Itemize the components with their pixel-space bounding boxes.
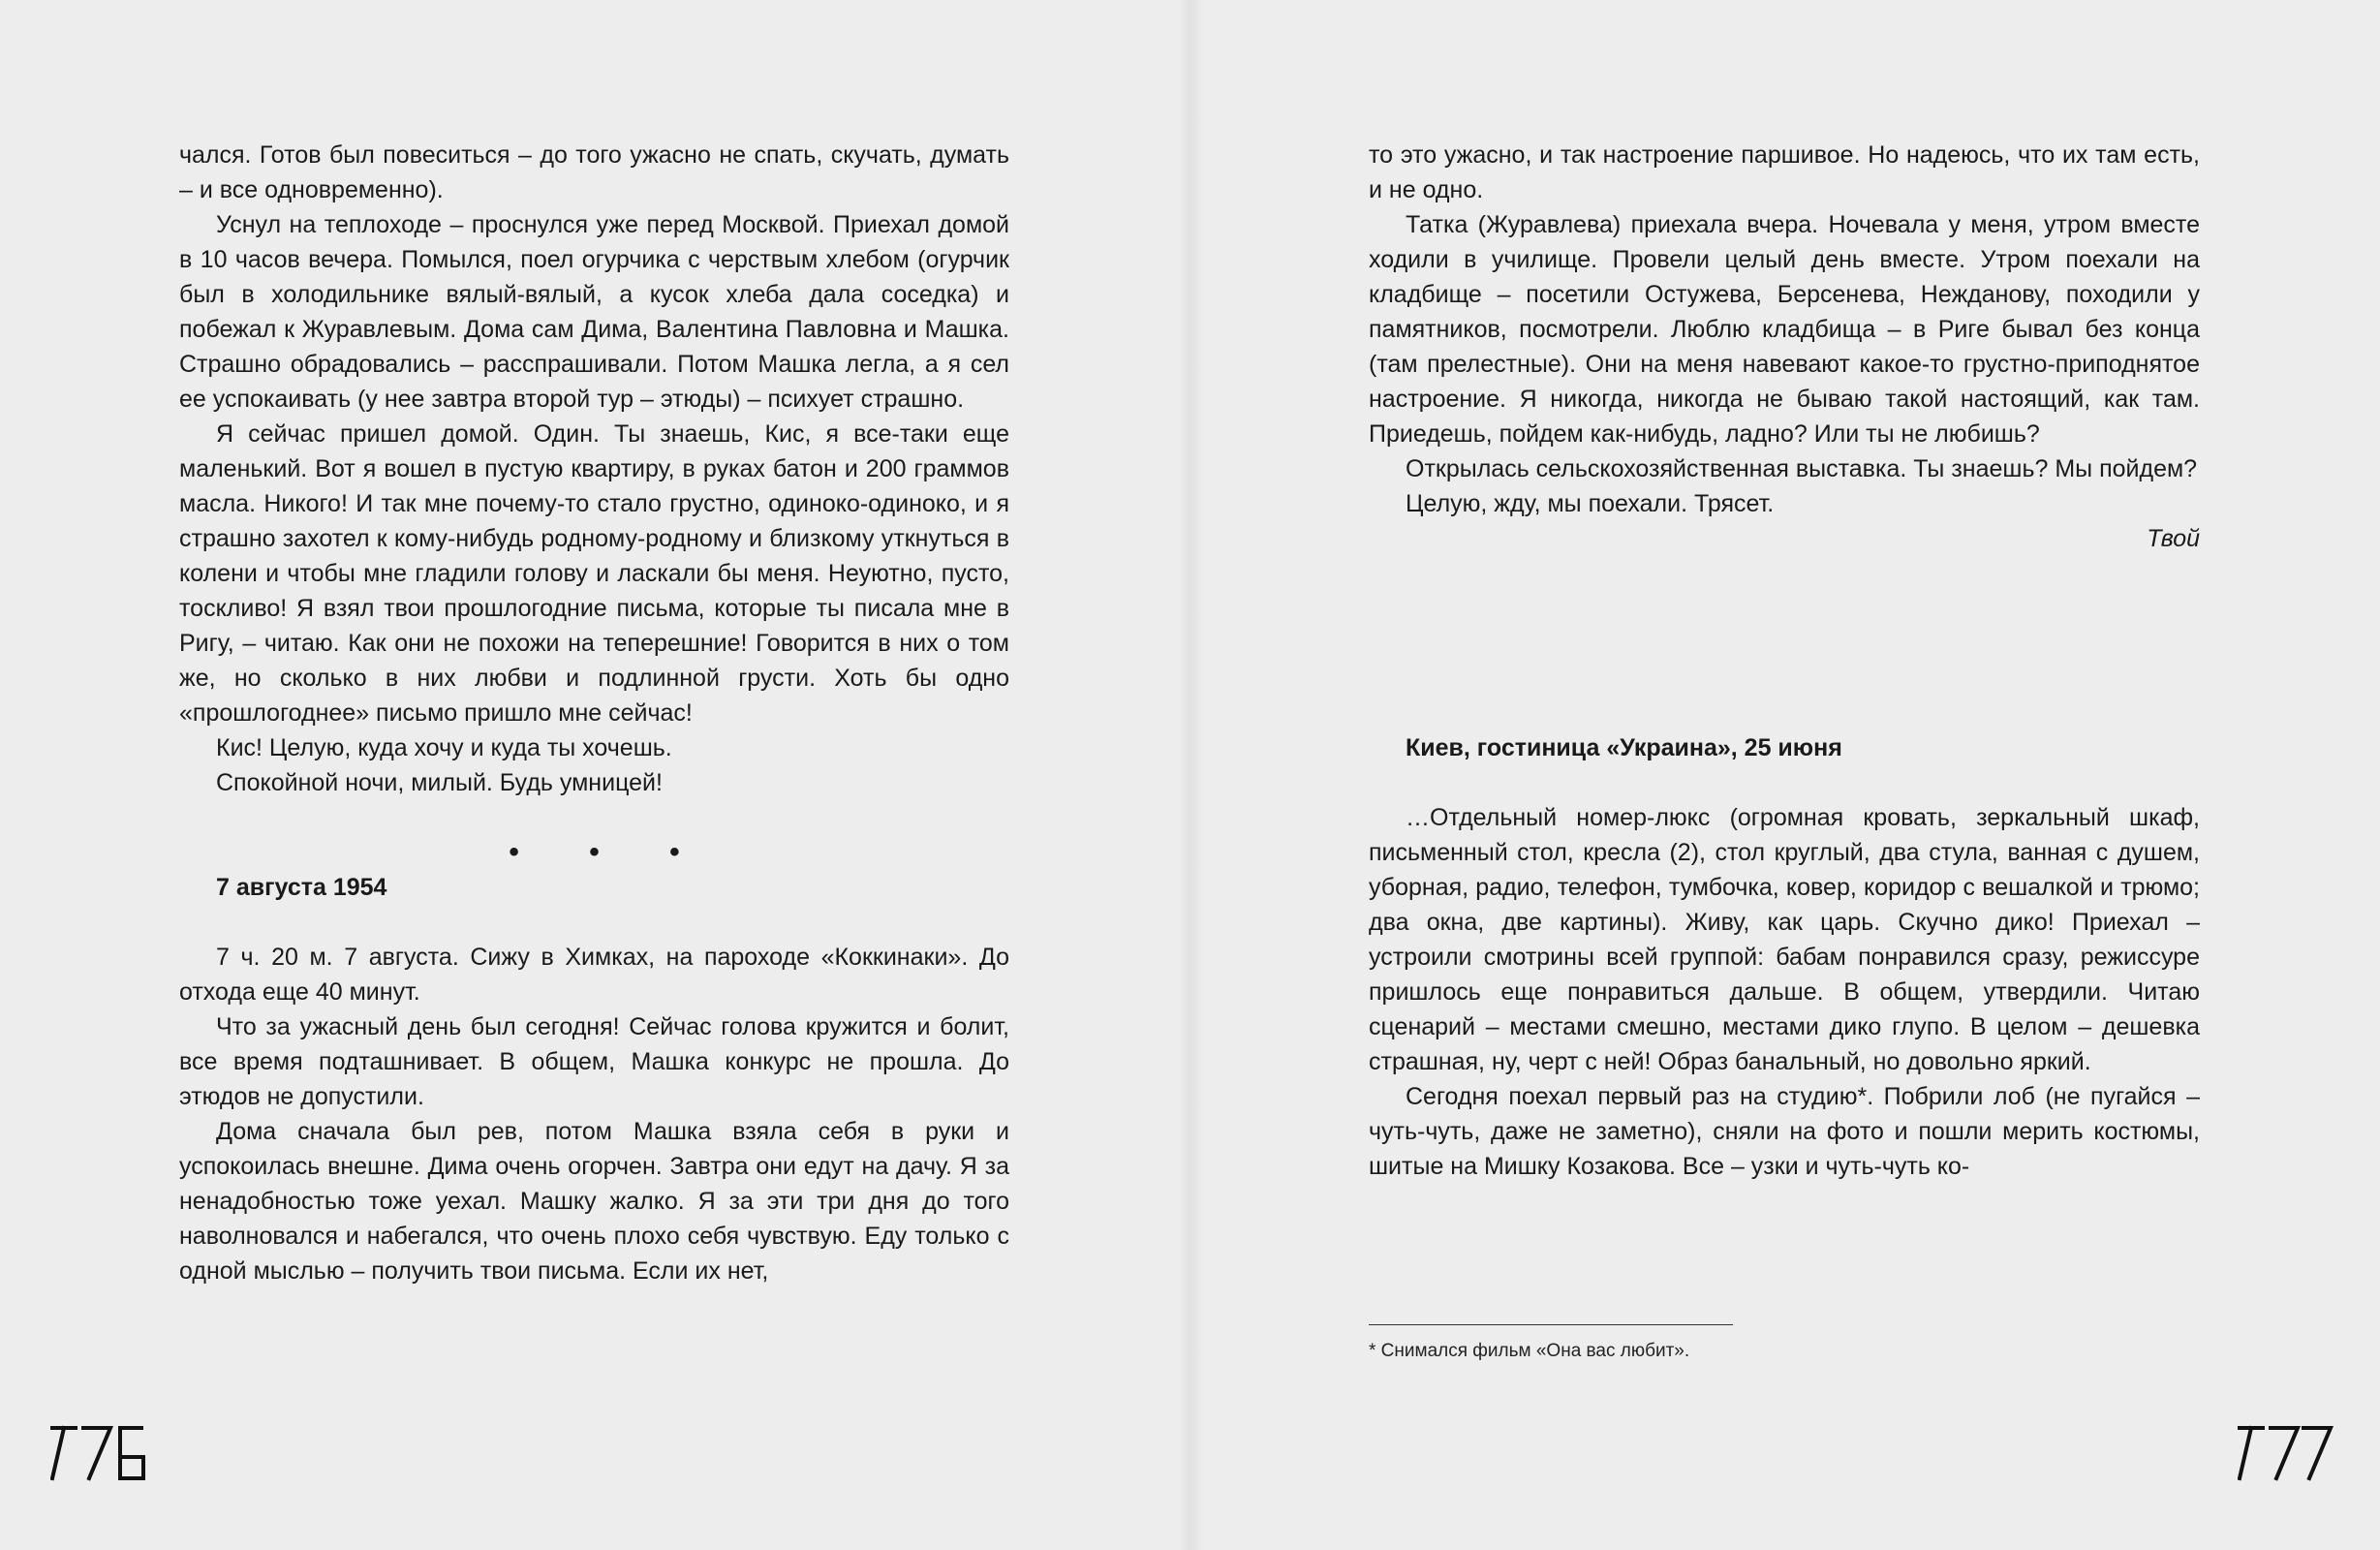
paragraph: Сегодня поехал первый раз на студию*. Побрили лоб (не пугайся – чуть-чуть, даже не заметно), сняли на фото и пошли мерить костюмы, шитые на Мишку Козакова. Все – узки и чуть-чуть ко-	[1369, 1083, 2200, 1180]
paragraph: Я сейчас пришел домой. Один. Ты знаешь, Кис, я все-таки еще маленький. Вот я вошел в пустую квартиру, в руках батон и 200 граммов масла. Никого! И так мне почему-то стало грустно, одиноко-одиноко, и я страшно захотел к кому-нибудь родному-родному и близкому уткнуться в колени и чтобы мне гладили голову и ласкали бы меня. Неуютно, пусто, тоскливо! Я взял твои прошлогодние письма, которые ты писала мне в Ригу, – читаю. Как они не похожи на теперешние! Говорится в них о том же, но сколько в них любви и подлинной грусти. Хоть бы одно «прошлогоднее» письмо пришло мне сейчас!	[179, 420, 1009, 727]
footnote-rule	[1369, 1324, 1733, 1325]
spacer	[179, 905, 1009, 940]
paragraph: Открылась сельскохозяйственная выставка. Ты знаешь? Мы пойдем?	[1406, 455, 2198, 482]
page-number-176-glyphs	[50, 1424, 147, 1482]
book-gutter	[1178, 0, 1203, 1550]
paragraph: 7 ч. 20 м. 7 августа. Сижу в Химках, на пароходе «Коккинаки». До отхода еще 40 минут.	[179, 944, 1009, 1006]
paragraph: Что за ужасный день был сегодня! Сейчас голова кружится и болит, все время подташнивает. В общем, Машка конкурс не прошла. До этюдов не допустили.	[179, 1013, 1009, 1110]
paragraph: Кис! Целую, куда хочу и куда ты хочешь.	[216, 734, 672, 761]
spacer	[179, 800, 1009, 835]
paragraph: Татка (Журавлева) приехала вчера. Ночевала у меня, утром вместе ходили в училище. Провели целый день вместе. Утром поехали на кладбище – посетили Остужева, Берсенева, Нежданову, походили у памятников, посмотрели. Люблю кладбища – в Риге бывал без конца (там прелестные). Они на меня навевают какое-то грустно-приподнятое настроение. Я никогда, никогда не бываю такой настоящий, как там. Приедешь, пойдем как-нибудь, ладно? Или ты не любишь?	[1369, 211, 2200, 448]
spacer	[1369, 765, 2200, 800]
paragraph: то это ужасно, и так настроение паршивое. Но надеюсь, что их там есть, и не одно.	[1369, 141, 2200, 203]
page-number-right	[2238, 1424, 2334, 1482]
right-page-paragraphs-bottom	[1369, 800, 2200, 1184]
left-page-paragraphs-top	[179, 138, 1009, 800]
page-number-177-glyphs	[2238, 1424, 2334, 1482]
left-page-text	[179, 138, 1009, 1288]
footnote: * Снимался фильм «Она вас любит».	[1369, 1341, 1690, 1361]
spacer	[1369, 556, 2200, 730]
entry-heading-date: 7 августа 1954	[216, 874, 387, 901]
paragraph: Целую, жду, мы поехали. Трясет.	[1406, 490, 1775, 517]
paragraph: Уснул на теплоходе – проснулся уже перед Москвой. Приехал домой в 10 часов вечера. Помылся, поел огурчика с черствым хлебом (огурчик был в холодильнике вялый-вялый, а кусок хлеба дала соседка) и побежал к Журавлевым. Дома сам Дима, Валентина Павловна и Машка. Страшно обрадовались – расспрашивали. Потом Машка легла, а я сел ее успокаивать (у нее завтра второй тур – этюды) – психует страшно.	[179, 211, 1009, 413]
letter-signature: Твой	[2147, 525, 2200, 552]
left-page-paragraphs-bottom	[179, 940, 1009, 1288]
paragraph: …Отдельный номер-люкс (огромная кровать, зеркальный шкаф, письменный стол, кресла (2), стол круглый, два стула, ванная с душем, уборная, радио, телефон, тумбочка, ковер, коридор с вешалкой и трюмо; два окна, две картины). Живу, как царь. Скучно дико! Приехал – устроили смотрины всей группой: бабам понравился сразу, режиссуре пришлось еще понравиться дальше. В общем, утвердили. Читаю сценарий – местами смешно, местами дико глупо. В целом – дешевка страшная, ну, черт с ней! Образ банальный, но довольно яркий.	[1369, 804, 2200, 1075]
paragraph: Дома сначала был рев, потом Машка взяла себя в руки и успокоилась внешне. Дима очень огорчен. Завтра они едут на дачу. Я за ненадобностью тоже уехал. Машку жалко. Я за эти три дня до того наволновался и набегался, что очень плохо себя чувствую. Еду только с одной мыслью – получить твои письма. Если их нет,	[179, 1118, 1009, 1285]
paragraph: Спокойной ночи, милый. Будь умницей!	[216, 769, 663, 796]
section-separator: • • •	[509, 836, 711, 868]
page-number-left	[50, 1424, 147, 1482]
right-page-text	[1369, 138, 2200, 1184]
right-page-paragraphs-top	[1369, 138, 2200, 521]
paragraph: чался. Готов был повеситься – до того ужасно не спать, скучать, думать – и все одновременно).	[179, 141, 1009, 203]
entry-heading-place-date: Киев, гостиница «Украина», 25 июня	[1406, 734, 1842, 761]
